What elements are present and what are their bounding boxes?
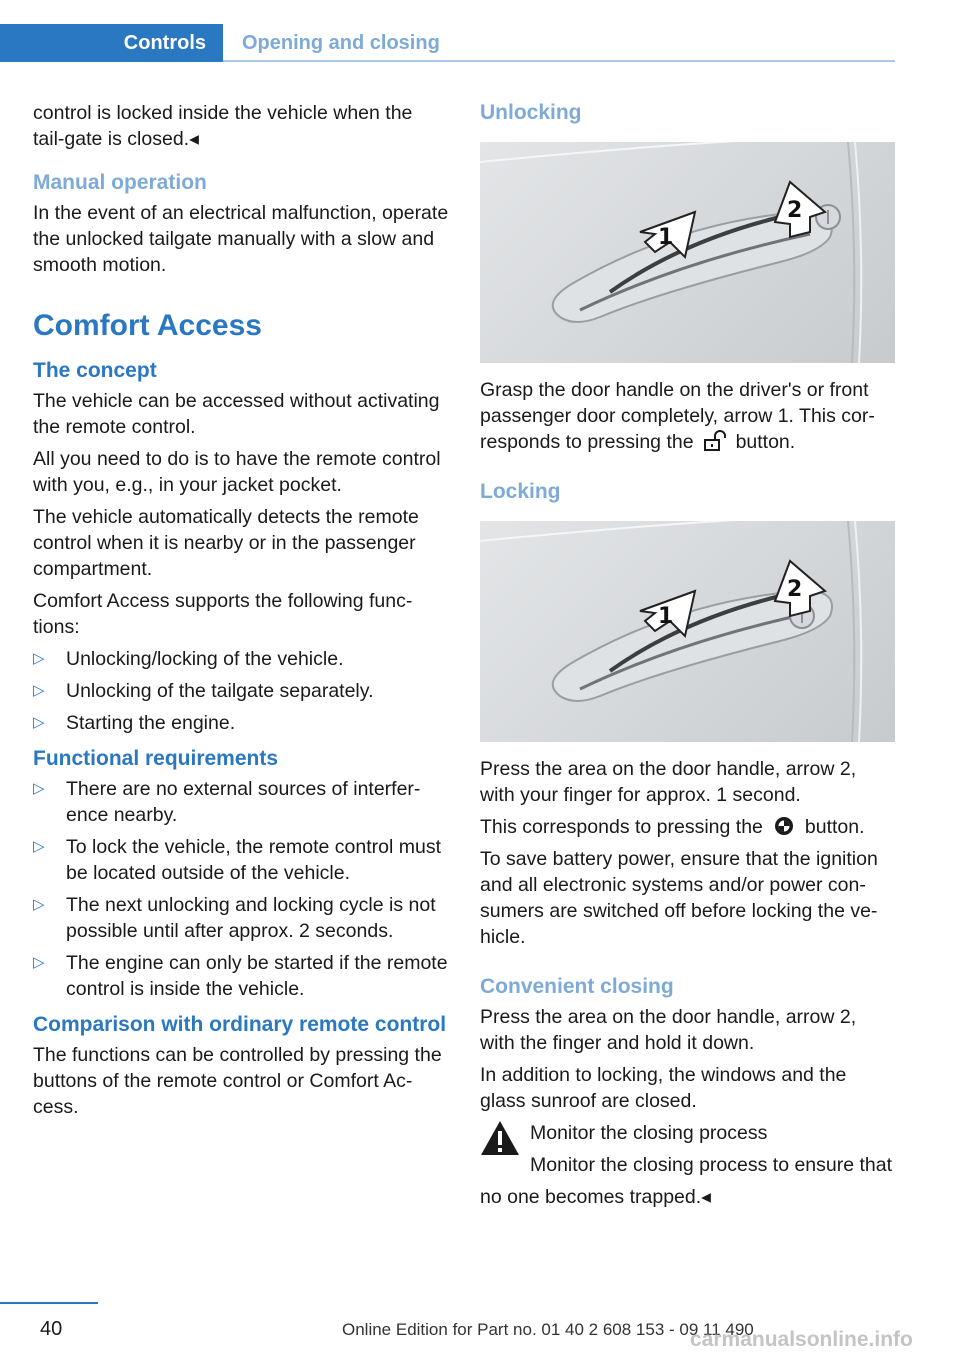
list-item: ▷ Unlocking/locking of the vehicle. xyxy=(33,648,344,670)
chapter-tab[interactable]: Controls xyxy=(0,24,223,62)
convenient-closing-heading: Convenient closing xyxy=(480,975,674,998)
triangle-bullet-icon: ▷ xyxy=(33,650,45,667)
door-handle-illustration xyxy=(480,521,895,742)
closing-paragraph-2: In addition to locking, the windows and the glass sunroof are closed. xyxy=(480,1064,847,1112)
bmw-lock-icon xyxy=(771,815,797,837)
unlocking-heading: Unlocking xyxy=(480,101,582,124)
page-header xyxy=(0,24,895,62)
comparison-heading: Comparison with ordinary remote control xyxy=(33,1013,447,1036)
warning-triangle-icon xyxy=(480,1120,520,1156)
left-column xyxy=(33,100,449,1126)
locking-paragraph-3: To save battery power, ensure that the ignition and all electronic systems and/or power con‐sumers are switched off before locking the ve‐hicle. xyxy=(480,848,878,948)
locking-paragraph-1: Press the area on the door handle, arrow 2, with your finger for approx. 1 second. xyxy=(480,758,857,806)
section-tab[interactable]: Opening and closing xyxy=(242,32,440,54)
requirements-list xyxy=(33,776,449,1002)
triangle-bullet-icon: ▷ xyxy=(33,714,45,731)
triangle-bullet-icon: ▷ xyxy=(33,954,45,971)
right-column xyxy=(480,100,896,1216)
watermark: carmanualsonline.info xyxy=(690,1328,913,1351)
functions-list xyxy=(33,646,449,736)
list-item: ▷ Unlocking of the tailgate separately. xyxy=(33,680,374,702)
warning-title: Monitor the closing process xyxy=(530,1122,768,1144)
list-item: ▷ The engine can only be started if the remote control is inside the vehicle. xyxy=(33,952,448,1000)
footer-rule xyxy=(0,1302,98,1304)
concept-paragraph-1: The vehicle can be accessed without activating the remote control. xyxy=(33,390,440,438)
concept-paragraph-4: Comfort Access supports the following func‐tions: xyxy=(33,590,413,638)
concept-heading: The concept xyxy=(33,359,157,382)
callout-label-2: 2 xyxy=(787,577,803,602)
triangle-bullet-icon: ▷ xyxy=(33,896,45,913)
callout-label-2: 2 xyxy=(787,198,803,223)
warning-text: Monitor the closing process to ensure that xyxy=(530,1154,893,1176)
list-item: ▷ The next unlocking and locking cycle is not possible until after approx. 2 seconds. xyxy=(33,894,436,942)
door-handle-illustration xyxy=(480,142,895,363)
unlocking-text: Grasp the door handle on the driver's or front passenger door completely, arrow 1. This cor‐responds to pressing the button. xyxy=(480,379,875,453)
callout-label-1: 1 xyxy=(658,225,674,250)
concept-paragraph-3: The vehicle automatically detects the remote control when it is nearby or in the passenger compartment. xyxy=(33,506,419,580)
unlock-icon xyxy=(702,430,728,452)
edition-info: Online Edition for Part no. 01 40 2 608 153 - 09 11 490 xyxy=(342,1320,754,1339)
page-number: 40 xyxy=(40,1318,63,1340)
warning-box xyxy=(480,1120,896,1210)
list-item: ▷ Starting the engine. xyxy=(33,712,236,734)
list-item: ▷ There are no external sources of interfer‐ence nearby. xyxy=(33,778,421,826)
manual-operation-heading: Manual operation xyxy=(33,171,207,194)
closing-paragraph-1: Press the area on the door handle, arrow 2, with the finger and hold it down. xyxy=(480,1006,857,1054)
locking-illustration xyxy=(480,521,895,742)
manual-operation-text: In the event of an electrical malfunction, operate the unlocked tailgate manually with a slow and smooth motion. xyxy=(33,202,449,276)
comparison-text: The functions can be controlled by pressing the buttons of the remote control or Comfort Ac‐cess. xyxy=(33,1044,442,1118)
unlocking-illustration xyxy=(480,142,895,363)
comfort-access-heading: Comfort Access xyxy=(33,309,262,342)
concept-paragraph-2: All you need to do is to have the remote control with you, e.g., in your jacket pocket. xyxy=(33,448,441,496)
locking-heading: Locking xyxy=(480,480,561,503)
triangle-bullet-icon: ▷ xyxy=(33,780,45,797)
intro-paragraph: control is locked inside the vehicle when the tail‐gate is closed.◂ xyxy=(33,102,413,150)
triangle-bullet-icon: ▷ xyxy=(33,838,45,855)
header-rule xyxy=(223,60,895,62)
callout-label-1: 1 xyxy=(658,604,674,629)
requirements-heading: Functional requirements xyxy=(33,747,279,770)
warning-text-continued: no one becomes trapped.◂ xyxy=(480,1186,711,1208)
list-item: ▷ To lock the vehicle, the remote control must be located outside of the vehicle. xyxy=(33,836,442,884)
triangle-bullet-icon: ▷ xyxy=(33,682,45,699)
locking-paragraph-2: This corresponds to pressing the button. xyxy=(480,816,865,838)
